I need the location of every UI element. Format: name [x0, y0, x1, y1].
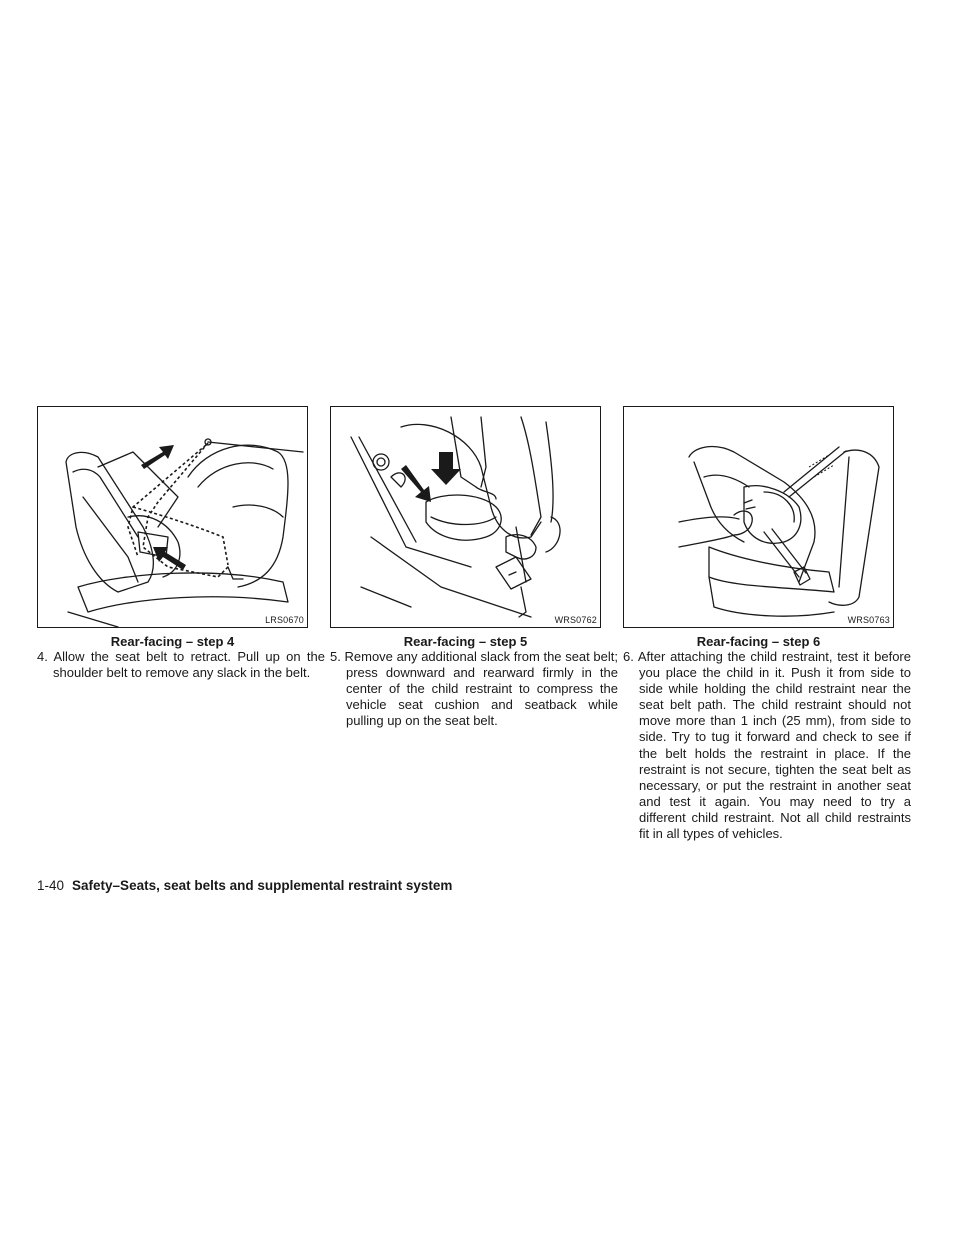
figure-code: WRS0763 [847, 615, 890, 625]
figure-caption: Rear-facing – step 6 [696, 634, 821, 649]
step-4-text: 4. Allow the seat belt to retract. Pull up on the shoulder belt to remove any slack in the belt. [37, 649, 325, 681]
step-5-column [330, 406, 618, 729]
step-5-illustration [330, 406, 601, 628]
page-number: 1-40 [37, 878, 65, 893]
step-4-illustration [37, 406, 308, 628]
section-title: Safety–Seats, seat belts and supplemental restraint system [72, 878, 453, 893]
child-seat-belt-retract-illustration [38, 407, 307, 627]
step-5-text: 5. Remove any additional slack from the seat belt; press downward and rearward firmly in the center of the child restraint to compress the vehicle seat cushion and seatback while pulling up on the seat belt. [330, 649, 618, 729]
step-4-column [37, 406, 325, 681]
step-6-column [623, 406, 911, 842]
figure-caption: Rear-facing – step 4 [110, 634, 235, 649]
step-6-text: 6. After attaching the child restraint, test it before you place the child in it. Push it from side to side while holding the child restraint near the seat belt path. The child restraint should not move more than 1 inch (25 mm), from side to side. Try to tug it forward and check to see if the belt holds the restraint in place. If the restraint is not secure, tighten the seat belt as necessary, or put the restraint in another seat and test it again. You may need to try a different child restraint. Not all child restraints fit in all types of vehicles. [623, 649, 911, 842]
press-seat-down-illustration [331, 407, 600, 627]
test-child-restraint-illustration [624, 407, 893, 627]
page-footer [37, 878, 452, 893]
figure-caption: Rear-facing – step 5 [403, 634, 528, 649]
step-6-illustration [623, 406, 894, 628]
figure-code: WRS0762 [554, 615, 597, 625]
figure-code: LRS0670 [265, 615, 304, 625]
